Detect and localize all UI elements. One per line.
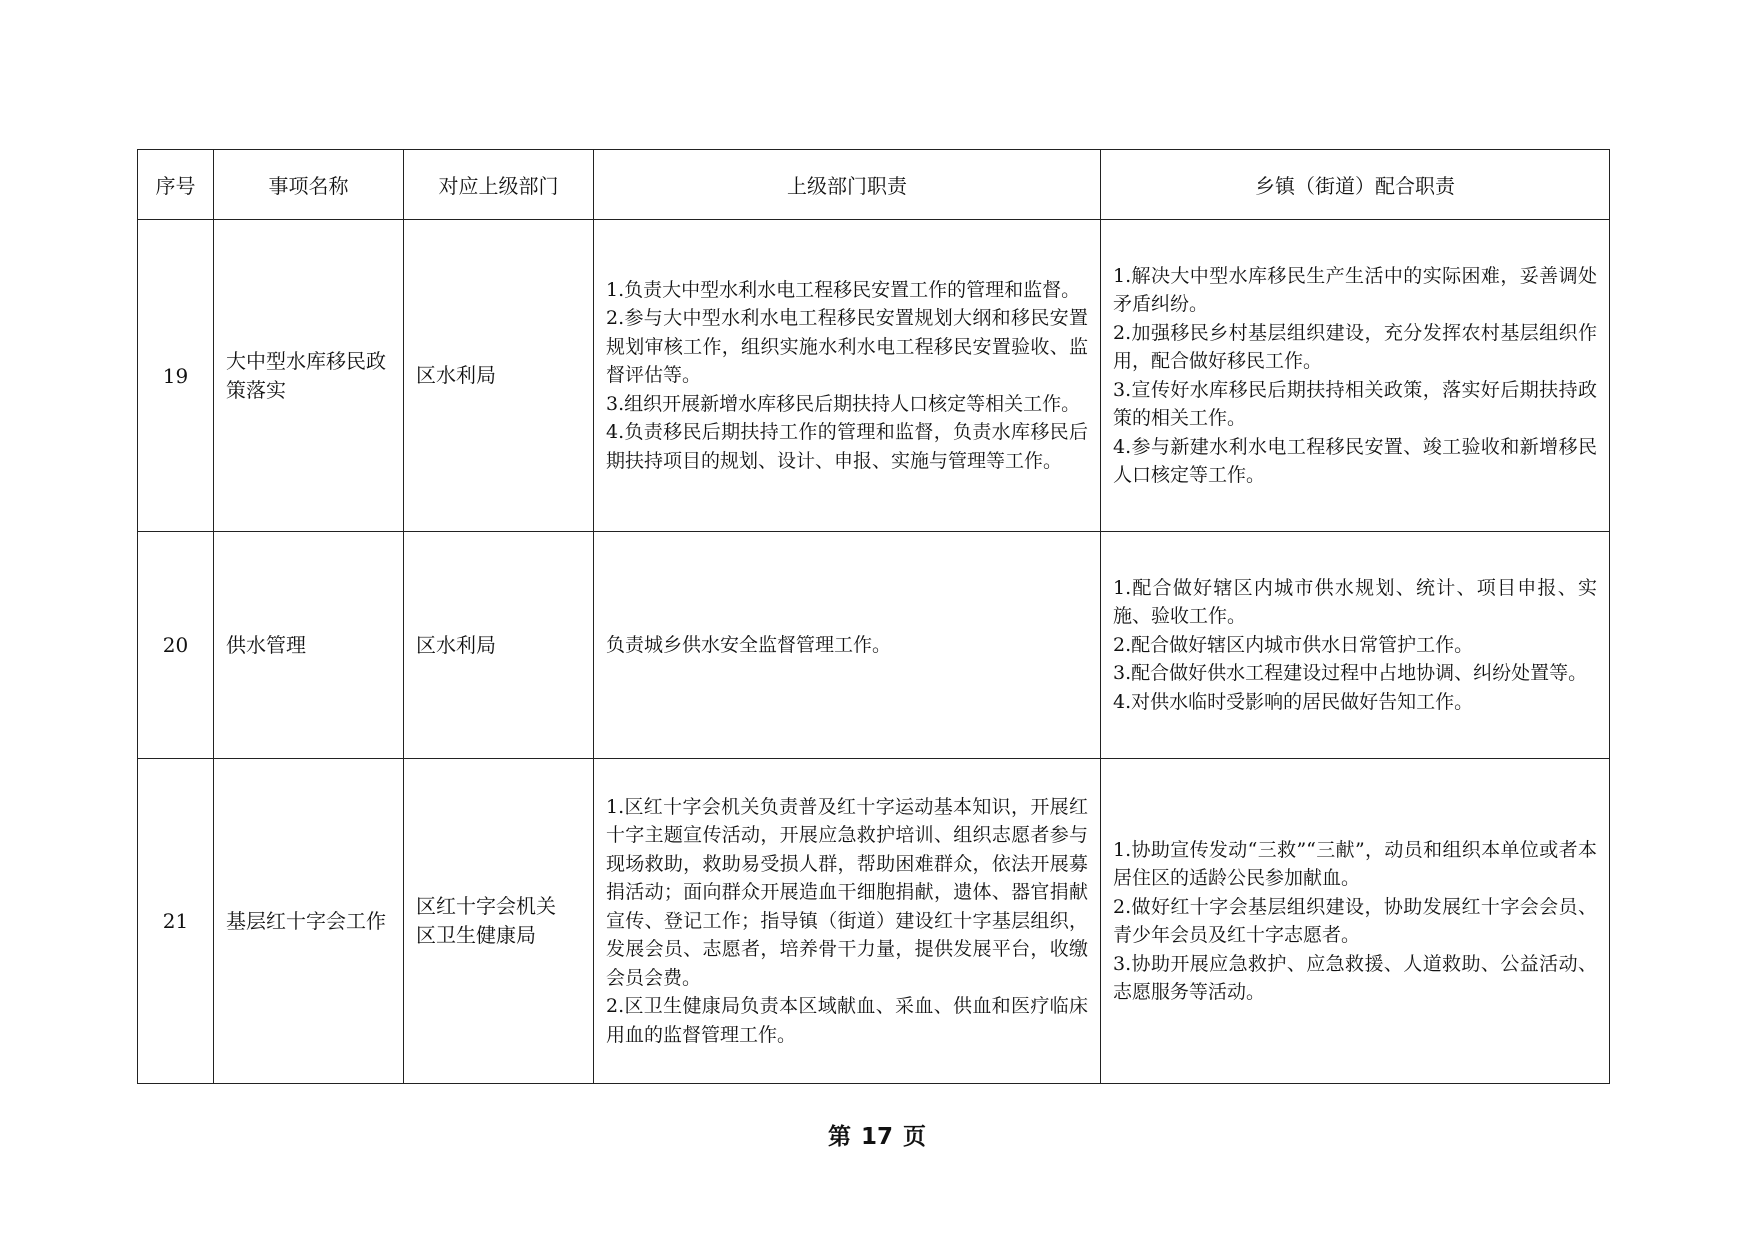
duty-line: 1.协助宣传发动“三救”“三献”，动员和组织本单位或者本居住区的适龄公民参加献血。	[1113, 838, 1597, 889]
duty-line: 3.配合做好供水工程建设过程中占地协调、纠纷处置等。	[1113, 662, 1588, 685]
duty-line: 4.对供水临时受影响的居民做好告知工作。	[1113, 690, 1474, 713]
duty-line: 3.协助开展应急救护、应急救援、人道救助、公益活动、志愿服务等活动。	[1113, 952, 1597, 1003]
row-item-name: 供水管理	[214, 532, 404, 759]
dept-line: 区红十字会机关	[416, 894, 556, 918]
row-superior-duties	[594, 759, 1101, 1084]
table-row	[138, 532, 1610, 759]
table-row	[138, 220, 1610, 532]
row-town-duties	[1101, 532, 1610, 759]
duty-line: 1.配合做好辖区内城市供水规划、统计、项目申报、实施、验收工作。	[1113, 576, 1597, 628]
dept-line: 区卫生健康局	[416, 923, 536, 947]
row-superior-duties	[594, 220, 1101, 532]
duty-line: 2.参与大中型水利水电工程移民安置规划大纲和移民安置规划审核工作，组织实施水利水电工程移民安置验收、监督评估等。	[606, 307, 1088, 387]
duty-line: 3.组织开展新增水库移民后期扶持人口核定等相关工作。	[606, 392, 1081, 415]
header-town-duties: 乡镇（街道）配合职责	[1101, 150, 1610, 220]
header-item-name: 事项名称	[214, 150, 404, 220]
duty-line: 负责城乡供水安全监督管理工作。	[606, 633, 892, 656]
header-superior-duties: 上级部门职责	[594, 150, 1101, 220]
row-town-duties	[1101, 759, 1610, 1084]
duty-line: 2.区卫生健康局负责本区域献血、采血、供血和医疗临床用血的监督管理工作。	[606, 995, 1088, 1046]
header-superior-dept: 对应上级部门	[404, 150, 594, 220]
duty-line: 2.做好红十字会基层组织建设，协助发展红十字会会员、青少年会员及红十字志愿者。	[1113, 895, 1597, 946]
row-seq: 20	[138, 532, 214, 759]
page-number-footer	[0, 1118, 1754, 1151]
duties-table	[137, 149, 1610, 1084]
duty-line: 1.区红十字会机关负责普及红十字运动基本知识，开展红十字主题宣传活动，开展应急救护培训、组织志愿者参与现场救助，救助易受损人群，帮助困难群众，依法开展募捐活动；面向群众开展造血干细胞捐献，遗体、器官捐献宣传、登记工作；指导镇（街道）建设红十字基层组织，发展会员、志愿者，培养骨干力量，提供发展平台，收缴会员会费。	[606, 795, 1088, 989]
duty-line: 2.加强移民乡村基层组织建设，充分发挥农村基层组织作用，配合做好移民工作。	[1113, 321, 1597, 372]
row-seq: 19	[138, 220, 214, 532]
duty-line: 1.负责大中型水利水电工程移民安置工作的管理和监督。	[606, 278, 1081, 301]
page-number: 17	[860, 1124, 893, 1150]
duty-line: 2.配合做好辖区内城市供水日常管护工作。	[1113, 633, 1474, 656]
row-item-name: 大中型水库移民政策落实	[214, 220, 404, 532]
row-town-duties	[1101, 220, 1610, 532]
row-superior-dept	[404, 759, 594, 1084]
duty-line: 4.负责移民后期扶持工作的管理和监督，负责水库移民后期扶持项目的规划、设计、申报、实施与管理等工作。	[606, 421, 1088, 472]
row-superior-duties	[594, 532, 1101, 759]
page-suffix: 页	[903, 1124, 926, 1150]
page-prefix: 第	[827, 1124, 851, 1150]
duty-line: 3.宣传好水库移民后期扶持相关政策，落实好后期扶持政策的相关工作。	[1113, 378, 1597, 429]
duty-line: 1.解决大中型水库移民生产生活中的实际困难，妥善调处矛盾纠纷。	[1113, 264, 1597, 315]
duty-line: 4.参与新建水利水电工程移民安置、竣工验收和新增移民人口核定等工作。	[1113, 435, 1597, 486]
row-superior-dept: 区水利局	[404, 532, 594, 759]
table-row	[138, 759, 1610, 1084]
row-seq: 21	[138, 759, 214, 1084]
header-seq: 序号	[138, 150, 214, 220]
table-header-row	[138, 150, 1610, 220]
row-superior-dept: 区水利局	[404, 220, 594, 532]
row-item-name: 基层红十字会工作	[214, 759, 404, 1084]
